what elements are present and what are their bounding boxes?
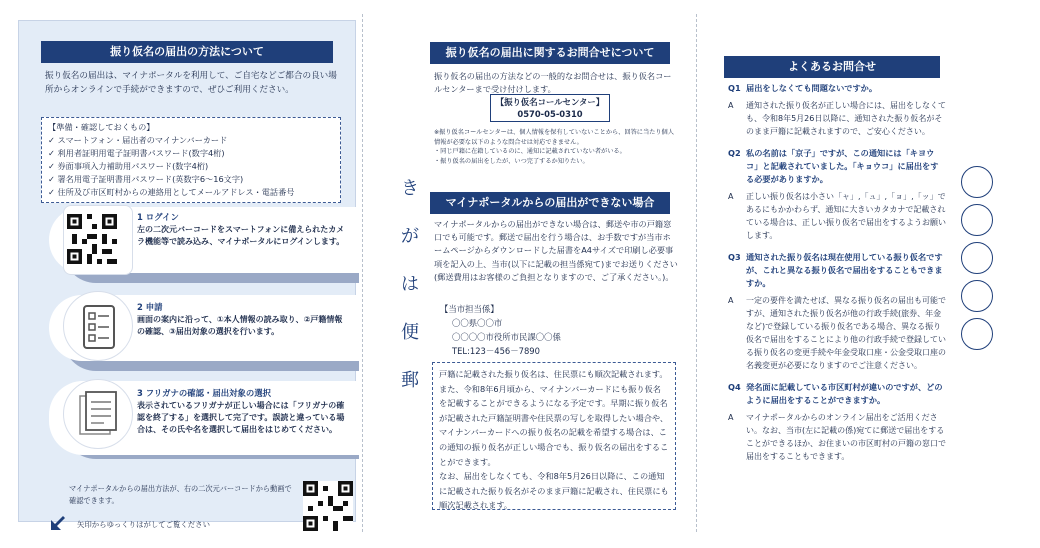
fold-line — [696, 14, 697, 532]
requirements-box — [41, 117, 341, 203]
requirement-item: ✓ スマートフォン・届出者のマイナンバーカード — [48, 135, 228, 145]
callcenter-notes — [434, 128, 678, 166]
punch-circle — [961, 204, 993, 236]
postcard-char: 便 — [401, 322, 419, 343]
video-qr-code-icon[interactable] — [303, 481, 353, 531]
faq-question: Q4 発名面に記載している市区町村が違いのですが、どのように届出をすることができますか。 — [728, 382, 943, 405]
peel-arrow-icon[interactable] — [49, 512, 69, 532]
note-item: ・振り仮名の届出をしたが、いつ完了するか知りたい。 — [434, 157, 589, 165]
peel-note: 矢印からゆっくりはがしてご覧ください — [77, 520, 210, 529]
callcenter-number[interactable]: 0570-05-0310 — [517, 109, 583, 119]
fold-line — [362, 14, 363, 532]
procedure-intro: 振り仮名の届出は、マイナポータルを利用して、ご自宅などご都合の良い場所からオンラインで手続ができますので、ぜひご利用ください。 — [45, 71, 337, 95]
faq-question: Q1 届出をしなくても問題ないですか。 — [728, 83, 878, 93]
offline-body: マイナポータルからの届出ができない場合は、郵送や市の戸籍窓口でも可能です。郵送で届出を行う場合は、お手数ですが当市ホームページからダウンロードした届書をA4サイズで印刷し必要事項を記入の上、当市(以下に記載の担当係宛て)までお送りください(郵送費用はお客様のご負担となりますので、ご了承ください。)。 — [434, 219, 678, 282]
punch-circle — [961, 318, 993, 350]
step-1-body: 左の二次元バーコードをスマートフォンに備えられたカメラ機能等で読み込み、マイナポータルにログインします。 — [137, 225, 345, 246]
inquiry-body: 振り仮名の届出の方法などの一般的なお問合せは、振り仮名コールセンターまで受け付けします。 — [434, 71, 672, 94]
step-3-icon-frame — [63, 379, 133, 449]
step-2-heading: 2 申請 — [137, 302, 163, 312]
document-icon — [64, 380, 134, 450]
office-header: 【当市担当係】 — [440, 304, 499, 314]
requirement-item: ✓ 利用者証明用電子証明書パスワード(数字4桁) — [48, 148, 225, 158]
faq-list — [728, 82, 946, 472]
punch-circle — [961, 166, 993, 198]
callcenter-box — [490, 94, 610, 122]
step-3-heading: 3 フリガナの確認・届出対象の選択 — [137, 388, 271, 398]
punch-circle — [961, 242, 993, 274]
office-contact — [440, 302, 670, 358]
postcard-char: は — [401, 274, 419, 295]
step-1-text — [137, 211, 349, 248]
step-2-icon-frame — [63, 291, 133, 361]
procedure-title: 振り仮名の届出の方法について — [41, 41, 333, 63]
note-item: ※振り仮名コールセンターは、個人情報を保有していないことから、回答に当たり個人情報が必要な以下のような問合せは対応できません。 — [434, 129, 674, 146]
register-note-2: なお、届出をしなくても、令和8年5月26日以降に、この通知に記載された振り仮名がそのまま戸籍に記載され、住民票にも順次記載されます。 — [439, 471, 669, 511]
video-note: マイナポータルからの届出方法が、右の二次元バーコードから動画で確認できます。 — [69, 484, 292, 505]
faq-answer: A マイナポータルからのオンライン届出をご活用ください。なお、当市(左に記載の係)宛てに郵送で届出をすることができるほか、お住まいの市区町村の戸籍の窓口で届出をすることもできます。 — [728, 413, 946, 461]
offline-title: マイナポータルからの届出ができない場合 — [430, 192, 670, 214]
faq-answer: A 一定の要件を満たせば、異なる振り仮名の届出も可能ですが、通知された振り仮名が他の行政手続(旅券、年金など)で登録している振り仮名である場合、異なる振り仮名で届出をすることにより他の行政手続で登録している振り仮名の変更手続や年金受取口座・公金受取口座の名義変更が必要になりますのでご注意ください。 — [728, 296, 946, 370]
step-3-body: 表示されているフリガナが正しい場合には「フリガナの確認を終了する」を選択して完了です。誤読と違っている場合は、その氏や名を選択して届出をはじめてください。 — [137, 401, 345, 434]
requirement-item: ✓ 住所及び市区町村からの連絡用としてメールアドレス・電話番号 — [48, 187, 295, 197]
callcenter-name: 【振り仮名コールセンター】 — [495, 97, 605, 107]
postcard-char: 郵 — [401, 370, 419, 391]
postcard-label — [398, 165, 422, 405]
requirements-list — [48, 134, 334, 199]
faq-answer: A 正しい振り仮名は小さい「ャ」,「ュ」,「ョ」,「ッ」であるにもかかわらず、通知に大きいカタカナで記載されている場合は、正しい振り仮名で届出をするようお願いします。 — [728, 192, 946, 240]
office-tel[interactable]: TEL:123－456－7890 — [452, 346, 540, 356]
inquiry-title: 振り仮名の届出に関するお問合せについて — [430, 42, 670, 64]
login-qr-code-icon[interactable] — [67, 214, 117, 264]
faq-question: Q2 私の名前は「京子」ですが、この通知には「キヨウコ」と記載されていました。「キョウコ」に届出をする必要がありますか。 — [728, 148, 939, 184]
postcard-char: き — [401, 178, 419, 199]
office-address-2: 〇〇〇〇市役所市民課〇〇係 — [452, 332, 561, 342]
step-2-text — [137, 301, 349, 338]
register-note-box — [432, 362, 676, 510]
requirement-item: ✓ 券面事項入力補助用パスワード(数字4桁) — [48, 161, 209, 171]
step-2-body: 画面の案内に沿って、①本人情報の読み取り、②戸籍情報の確認、③届出対象の選択を行います。 — [137, 315, 343, 336]
step-1-heading: 1 ログイン — [137, 212, 179, 222]
register-note-1: 戸籍に記載された振り仮名は、住民票にも順次記載されます。また、令和8年6月頃から、マイナンバーカードにも振り仮名を記載することができるようになる予定です。早期に振り仮名が記載された戸籍証明書や住民票の写しを取得したい場合や、マイナンバーカードへの振り仮名の記載を希望する場合は、この通知の振り仮名が正しい場合でも、振り仮名の届出をすることができます。 — [439, 369, 669, 467]
punch-circles — [961, 166, 995, 356]
requirements-header: 【準備・確認しておくもの】 — [48, 122, 155, 132]
requirement-item: ✓ 署名用電子証明書用パスワード(英数字6～16文字) — [48, 174, 244, 184]
punch-circle — [961, 280, 993, 312]
checklist-icon — [64, 292, 134, 362]
faq-title: よくあるお問合せ — [724, 56, 940, 78]
note-item: ・同じ戸籍に在籍しているのに、通知に記載されていない者がいる。 — [434, 148, 626, 155]
postcard-char: が — [401, 226, 419, 247]
office-address-1: 〇〇県〇〇市 — [452, 318, 503, 328]
faq-question: Q3 通知された振り仮名は現在使用している振り仮名ですが、これと異なる振り仮名で届出をすることもできますか。 — [728, 252, 943, 288]
faq-answer: A 通知された振り仮名が正しい場合には、届出をしなくても、令和8年5月26日以降に、通知された振り仮名がそのまま戸籍に記載されますので、ご安心ください。 — [728, 101, 946, 136]
procedure-panel — [18, 20, 356, 529]
step-3-text — [137, 387, 349, 436]
